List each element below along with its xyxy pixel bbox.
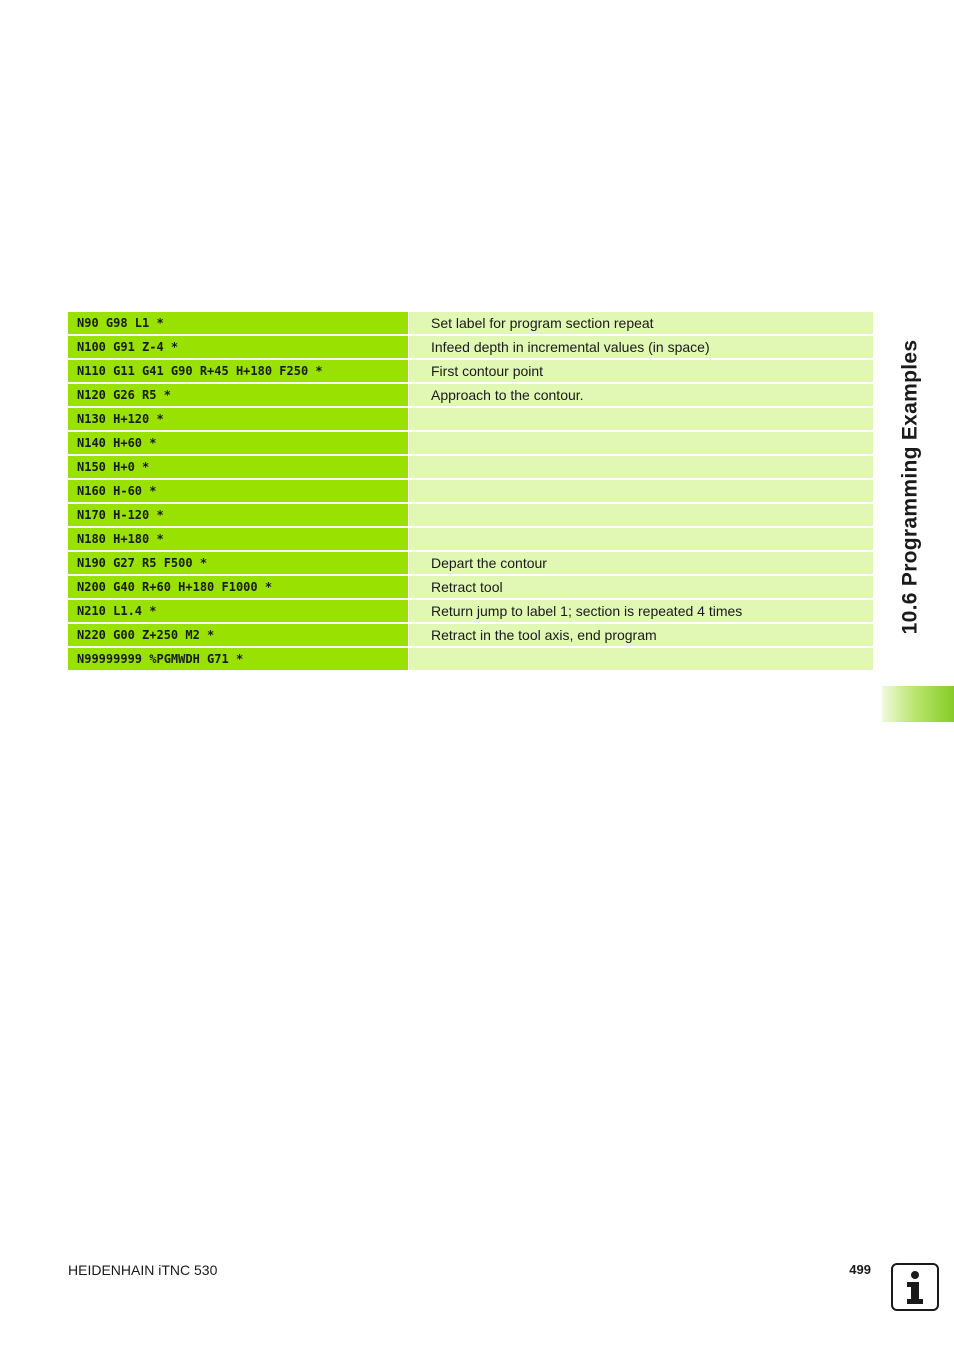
table-row [68, 336, 873, 358]
nc-code-cell: N180 H+180 * [68, 528, 408, 550]
table-row [68, 504, 873, 526]
description-cell [409, 528, 873, 550]
description-cell: Approach to the contour. [409, 384, 873, 406]
description-cell: Set label for program section repeat [409, 312, 873, 334]
nc-code-cell: N120 G26 R5 * [68, 384, 408, 406]
info-glyph [893, 1265, 937, 1309]
nc-code-cell: N100 G91 Z-4 * [68, 336, 408, 358]
info-icon [891, 1263, 939, 1311]
description-cell [409, 480, 873, 502]
nc-code-cell: N90 G98 L1 * [68, 312, 408, 334]
table-row [68, 480, 873, 502]
nc-code-cell: N220 G00 Z+250 M2 * [68, 624, 408, 646]
page-number: 499 [849, 1262, 871, 1277]
description-cell [409, 648, 873, 670]
table-row [68, 600, 873, 622]
description-cell: Retract tool [409, 576, 873, 598]
nc-code-cell: N210 L1.4 * [68, 600, 408, 622]
nc-code-cell: N110 G11 G41 G90 R+45 H+180 F250 * [68, 360, 408, 382]
table-row [68, 624, 873, 646]
nc-code-cell: N200 G40 R+60 H+180 F1000 * [68, 576, 408, 598]
table-row [68, 528, 873, 550]
table-row [68, 408, 873, 430]
table-row [68, 384, 873, 406]
table-row [68, 360, 873, 382]
chapter-title-text: 10.6 Programming Examples [898, 339, 921, 635]
chapter-side-title [880, 314, 940, 660]
table-row [68, 648, 873, 670]
table-row [68, 432, 873, 454]
table-row [68, 456, 873, 478]
nc-code-cell: N130 H+120 * [68, 408, 408, 430]
description-cell: First contour point [409, 360, 873, 382]
nc-code-cell: N150 H+0 * [68, 456, 408, 478]
table-row [68, 552, 873, 574]
nc-code-cell: N190 G27 R5 F500 * [68, 552, 408, 574]
nc-code-cell: N99999999 %PGMWDH G71 * [68, 648, 408, 670]
description-cell: Return jump to label 1; section is repeated 4 times [409, 600, 873, 622]
nc-code-cell: N170 H-120 * [68, 504, 408, 526]
description-cell [409, 456, 873, 478]
description-cell [409, 408, 873, 430]
description-cell: Depart the contour [409, 552, 873, 574]
table-row [68, 576, 873, 598]
nc-code-cell: N140 H+60 * [68, 432, 408, 454]
nc-code-cell: N160 H-60 * [68, 480, 408, 502]
description-cell [409, 432, 873, 454]
description-cell: Retract in the tool axis, end program [409, 624, 873, 646]
footer-product-name: HEIDENHAIN iTNC 530 [68, 1262, 218, 1278]
chapter-thumb-tab [882, 686, 954, 722]
table-row [68, 312, 873, 334]
description-cell [409, 504, 873, 526]
description-cell: Infeed depth in incremental values (in space) [409, 336, 873, 358]
program-listing-table [68, 312, 873, 672]
